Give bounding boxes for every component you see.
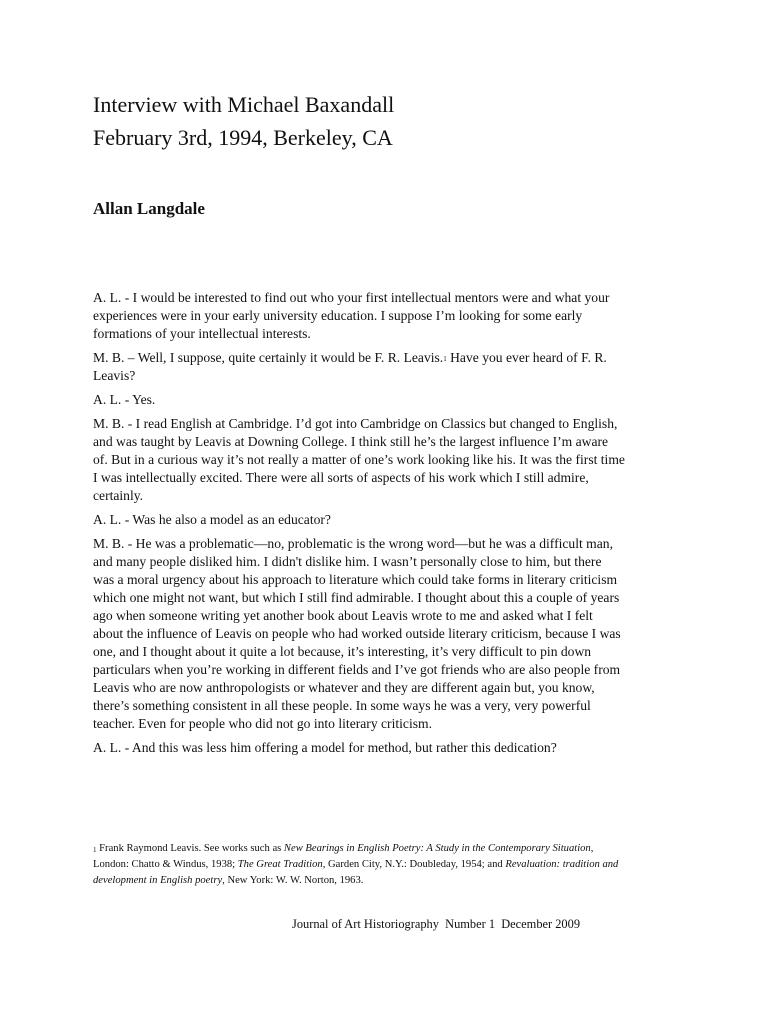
footnote-title: The Great Tradition	[237, 859, 323, 870]
paragraph: M. B. - He was a problematic—no, problematic is the wrong word—but he was a difficult man, and many people disliked him. I didn't dislike him. I wasn’t personally close to him, but there was a moral urgency about his approach to literature which could take forms in literary criticism which one might not want, but which I still find admirable. I thought about this a couple of years ago when someone writing yet another book about Leavis wrote to me and asked what I felt about the influence of Leavis on people who had worked outside literary criticism, because I was one, and I thought about it quite a lot because, it’s interesting, it’s very difficult to pin down particulars when you’re working in different fields and I’ve got friends who are also people from Leavis who are now anthropologists or whatever and they are different again but, you know, there’s something consistent in all these people. In some ways he was a very, very powerful teacher. Even for people who did not go into literary criticism.	[93, 536, 621, 731]
footnote-title: Revaluation: tradition and development in English poetry	[93, 859, 619, 886]
paragraph	[93, 349, 625, 385]
footnote-text: , Garden City, N.Y.: Doubleday, 1954; and	[322, 859, 506, 870]
title-line-1: Interview with Michael Baxandall	[93, 92, 395, 117]
paragraph: M. B. - I read English at Cambridge. I’d got into Cambridge on Classics but changed to English, and was taught by Leavis at Downing College. I think still he’s the largest influence I’m aware of. But in a curious way it’s not really a matter of one’s work looking like his. It was the first time I was intellectually excited. There were all sorts of aspects of his work which I still admire, certainly.	[93, 416, 625, 503]
footnote-mark: 1	[93, 846, 97, 854]
paragraph: A. L. - And this was less him offering a model for method, but rather this dedication?	[93, 740, 557, 755]
footnote-title: New Bearings in English Poetry: A Study in the Contemporary Situation	[283, 843, 591, 854]
paragraph: A. L. - Was he also a model as an educator?	[93, 512, 331, 527]
paragraph: A. L. - I would be interested to find out who your first intellectual mentors were and what your experiences were in your early university education. I suppose I’m looking for some early formations of your intellectual interests.	[93, 290, 610, 341]
footnote-text: Frank Raymond Leavis. See works such as	[96, 843, 284, 854]
footnote-text: , New York: W. W. Norton, 1963.	[222, 875, 364, 886]
author-name: Allan Langdale	[93, 199, 205, 218]
title-block	[93, 88, 653, 154]
paragraph-text: M. B. – Well, I suppose, quite certainly it would be F. R. Leavis.	[93, 350, 444, 365]
interview-body	[93, 289, 625, 763]
footnote-reference[interactable]: 1	[443, 355, 447, 363]
footnote-text: , London: Chatto & Windus, 1938;	[93, 843, 594, 870]
footnote	[93, 841, 625, 889]
title-line-2: February 3rd, 1994, Berkeley, CA	[93, 125, 393, 150]
paragraph: A. L. - Yes.	[93, 392, 156, 407]
journal-footer: Journal of Art Historiography Number 1 December 2009	[292, 917, 581, 931]
paragraph-text: Have you ever heard of F. R. Leavis?	[93, 350, 607, 383]
